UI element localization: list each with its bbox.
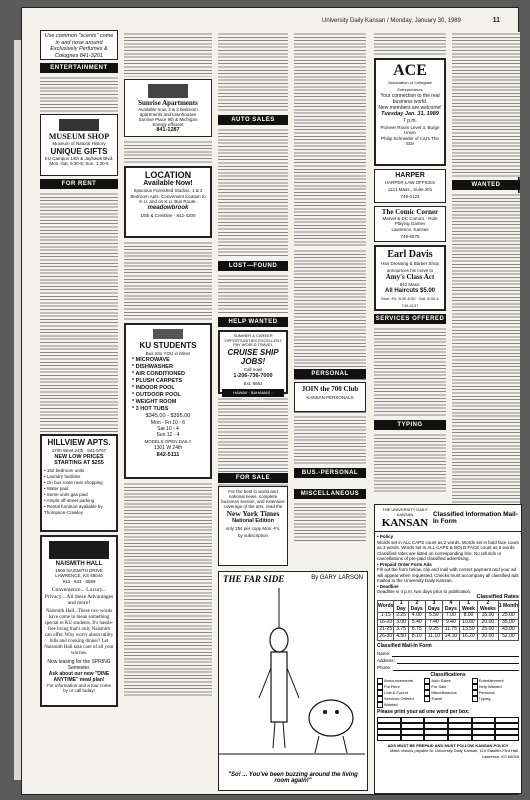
harper-subtitle: HARPER LAW OFFICES <box>384 180 436 185</box>
ku-feature: * PLUSH CARPETS <box>132 378 183 384</box>
ku-feature: * 3 HOT TUBS <box>132 406 169 412</box>
ku-logo <box>153 329 183 339</box>
earl-davis-addr: 842 Mass. <box>399 282 421 287</box>
hillview-feature: • 162 bedroom units <box>44 468 85 473</box>
harper-ad <box>374 169 446 203</box>
rates-cell: 13.50 <box>459 627 477 634</box>
ace-speaker: Philip Schneider of Cat's The Star <box>381 135 439 146</box>
rates-cell: 6.75 <box>408 627 425 634</box>
cruise-title: CRUISE SHIP JOBS! <box>227 347 279 366</box>
rates-column-header: 2 Days <box>408 601 425 613</box>
earl-davis-announce: announces his move to <box>386 268 434 273</box>
museum-shop-hours: Mon.-Sat. 9:30-5; Sun. 1:30-5 <box>49 161 109 166</box>
rates-cell: 8.10 <box>408 634 425 641</box>
classification-option[interactable] <box>424 696 471 702</box>
ku-hours-3: Sun 12 - 4 <box>156 431 180 438</box>
hillview-features <box>44 468 114 516</box>
rates-table <box>377 600 519 641</box>
word-box[interactable] <box>472 735 496 741</box>
harper-title: HARPER <box>395 172 425 179</box>
for-rent-listings <box>40 192 118 432</box>
rates-cell: 15.00 <box>478 613 499 620</box>
ku-features <box>128 357 208 413</box>
harper-phone: 749-0123 <box>400 194 420 199</box>
ace-invite: New members are welcome! <box>378 105 442 111</box>
section-entertainment: ENTERTAINMENT <box>40 63 118 73</box>
ku-feature: * INDOOR POOL <box>132 385 175 391</box>
classifications-list <box>377 678 519 708</box>
classification-label: Typing <box>478 696 491 702</box>
personal-listings <box>294 415 366 465</box>
classification-label: Miscellaneous <box>431 690 457 696</box>
naismith-phone: 913 · 843 · 8559 <box>62 579 96 584</box>
location-subtitle: Available Now! <box>143 180 193 187</box>
rates-column-header: 3 Days <box>425 601 442 613</box>
rates-cell: 3.75 <box>394 627 408 634</box>
hillview-promo: NEW LOW PRICES STARTING AT $255 <box>54 454 104 466</box>
checkbox-icon[interactable] <box>472 696 478 702</box>
form-header <box>375 505 521 532</box>
ace-ad <box>374 58 446 166</box>
listings-e <box>294 32 366 247</box>
classification-option[interactable] <box>377 702 424 708</box>
ace-place: Pioneer Room Level 3, Burge Union <box>380 124 440 135</box>
location-contact: 15th & Crestline · 842-4200 <box>140 212 196 218</box>
sunrise-line3: Energy efficient <box>152 122 184 127</box>
cartoon-title: THE FAR SIDE <box>223 574 285 584</box>
perfume-ad-text: Use common "scents" come in and nose around Exclusively Perfumes & Colognes 841-3201 <box>44 33 114 59</box>
naismith-pitch: Naismith Hall...These two words have come to mean something special to KU students. It's hassle-free living that's only Naismith can offer. Why worry about utility bills and cooking dinner? Let Naismith Hall take care of all your worries. <box>44 608 114 656</box>
newspaper-page <box>22 8 518 794</box>
nyt-ad <box>218 486 288 566</box>
entertainment-listings <box>40 76 118 112</box>
hillview-feature: • Rental furniture available by Thompson-Crawley <box>44 504 103 515</box>
sunrise-line1: Available now, 2 & 3 bedroom apartments and townhouses <box>138 107 198 117</box>
classification-label: For Sale <box>431 684 447 690</box>
form-field-label: Phone: <box>377 665 392 670</box>
museum-shop-headline: UNIQUE GIFTS <box>50 147 108 156</box>
naismith-logo <box>49 541 109 559</box>
hillview-ad <box>40 434 118 532</box>
naismith-address: 1800 NAISMITH DRIVE LAWRENCE, KS 66044 <box>55 568 103 578</box>
join-700-subtitle: KANSAN PERSONALS <box>306 395 354 400</box>
far-side-cartoon <box>218 571 368 791</box>
classification-label: Services Offered <box>384 696 414 702</box>
cruise-ad <box>218 330 288 402</box>
nyt-price: only 25¢ per copy Mon.-Fri. <box>225 526 281 531</box>
cruise-subtitle: SUMMER & CAREER OPPORTUNITIES EXCELLENT PAY WORLD TRAVEL <box>224 333 282 347</box>
section-lost-found: LOST—FOUND <box>218 261 288 271</box>
earl-davis-name: Earl Davis <box>387 249 433 260</box>
form-header-kansan: KANSAN <box>381 517 429 529</box>
location-title: LOCATION <box>144 170 192 180</box>
earl-davis-promo: All Haircuts $5.00 <box>384 288 436 294</box>
column-2 <box>124 30 212 700</box>
rates-cell: 8.00 <box>459 613 477 620</box>
listings-c <box>124 482 212 698</box>
museum-shop-subtitle: Museum of Natural History <box>52 141 106 146</box>
rates-cell: 11.75 <box>442 627 459 634</box>
section-for-sale: FOR SALE <box>218 473 288 483</box>
ku-price: $345.00 - $395.00 <box>145 413 191 419</box>
rates-cell: 30.00 <box>478 634 499 641</box>
rates-cell: 5.40 <box>408 620 425 627</box>
checkbox-icon[interactable] <box>377 702 383 708</box>
section-typing: TYPING <box>374 420 446 430</box>
ku-hours-1: Mon - Fri 10 - 6 <box>150 419 186 426</box>
classification-label: Help Wanted <box>478 684 502 690</box>
hillview-feature: • On bus route near shopping <box>44 480 103 485</box>
naismith-promo: Ask about our new "DINE ANYTIME" meal plan! <box>48 670 110 683</box>
classification-label: For Rent <box>384 684 400 690</box>
ku-students-title: KU STUDENTS <box>139 341 197 350</box>
column-3 <box>218 30 288 495</box>
earl-davis-sub: Hair Dressing & Barber Shop <box>380 261 440 266</box>
form-field-row <box>377 650 519 657</box>
rates-column-header: 1 Day <box>394 601 408 613</box>
section-help-wanted: HELP WANTED <box>218 317 288 327</box>
rates-cell: 4.50 <box>394 634 408 641</box>
form-field-input[interactable] <box>397 658 519 664</box>
rates-cell: 3.00 <box>394 620 408 627</box>
join-700-title: JOIN the 700 Club <box>301 385 359 393</box>
section-wanted: WANTED <box>452 180 520 190</box>
prepaid-text: Fill out the form below, clip and mail with correct payment and your ad will appear when requested. Checks must accompany all classified ads mailed to the University Daily Kansan. <box>377 567 519 583</box>
ace-time: 7 p.m. <box>403 117 417 124</box>
rates-cell: 14.10 <box>442 634 459 641</box>
nyt-delivery: by subscription <box>237 533 268 538</box>
personal-area <box>294 366 366 481</box>
deadline-text: Deadline is 4 p.m. two days prior to publication. <box>377 589 472 594</box>
dinosaur-illustration <box>59 119 99 131</box>
classification-option[interactable] <box>472 696 519 702</box>
comic-corner-address: Lawrence, Kansas <box>391 227 429 232</box>
rates-cell: 25.00 <box>498 613 518 620</box>
classification-label: Announcements <box>384 678 413 684</box>
checkbox-icon[interactable] <box>424 696 430 702</box>
form-field-input[interactable] <box>392 651 519 657</box>
ku-students-ad <box>124 323 212 479</box>
rates-cell: 52.00 <box>498 634 518 641</box>
typing-listings <box>374 433 446 493</box>
word-box-grid <box>377 717 519 741</box>
word-box[interactable] <box>495 735 519 741</box>
perfume-ad <box>40 30 118 60</box>
comic-corner-title: The Comic Corner <box>381 208 439 216</box>
sunrise-illustration <box>148 84 188 98</box>
rates-cell: 10.80 <box>459 620 477 627</box>
miscellaneous-listings <box>294 502 366 542</box>
form-field-label: Address: <box>377 658 395 663</box>
earl-davis-shop: Amy's Class Act <box>385 273 435 281</box>
hillview-feature: • Water paid <box>44 486 69 491</box>
ku-phone: 842-5111 <box>156 451 180 458</box>
location-address: 15th & Crestline <box>140 212 173 218</box>
nyt-edition: National Edition <box>232 518 274 524</box>
rates-cell: 25.00 <box>478 627 499 634</box>
rates-cell: 4.00 <box>408 613 425 620</box>
policy-heading: • Policy <box>377 534 394 539</box>
classification-label: Wanted <box>384 702 398 708</box>
listings-h <box>452 32 520 177</box>
section-services-offered: SERVICES OFFERED <box>375 316 445 322</box>
location-body: Spacious Furnished Studios, 1 & 2 Bedroom Apts. Convenient location to K.U. and on K.U. Bus Route. <box>130 188 206 204</box>
rates-cell: 7.40 <box>425 620 442 627</box>
hillview-title: HILLVIEW APTS. <box>47 438 111 447</box>
form-fields <box>377 650 519 671</box>
rates-cell: 1-15 <box>378 613 394 620</box>
earl-davis-phone: 749-4137 <box>401 303 419 308</box>
join-700-ad <box>294 382 366 412</box>
print-prompt: Please print your ad one word per box: <box>377 709 470 715</box>
rates-cell: 21-25 <box>379 626 393 633</box>
naismith-ad <box>40 535 118 707</box>
form-title: Classified Information Mail-In Form <box>433 510 518 525</box>
listings-d <box>218 32 288 112</box>
classified-mail-in-form <box>374 504 522 794</box>
prepaid-heading: • Prepaid Order Form Ads <box>377 561 432 567</box>
services-listings <box>374 327 446 417</box>
word-box[interactable] <box>377 735 401 741</box>
hillview-feature: • Ample off-street parking <box>44 498 95 503</box>
column-6 <box>452 30 520 513</box>
rates-column-header: 1 Week <box>459 601 477 613</box>
museum-shop-title: MUSEUM SHOP <box>48 132 110 141</box>
cruise-call: Call now! <box>243 366 263 372</box>
masthead-date: University Daily Kansan / Monday, January 30, 1989 <box>322 18 461 24</box>
section-personal: PERSONAL <box>294 369 366 379</box>
rates-cell: 11.10 <box>425 634 442 641</box>
naismith-title: NAISMITH HALL <box>55 561 103 567</box>
auto-sales-listings <box>218 128 288 258</box>
cartoon-byline: By GARY LARSON <box>311 575 363 581</box>
classification-label: Personal <box>478 690 495 696</box>
classification-label: Auto Sales <box>431 678 451 684</box>
classification-label: Lost & Found <box>384 690 408 696</box>
nyt-masthead: New York Times <box>226 509 280 518</box>
rates-cell: 9.25 <box>425 627 442 634</box>
sunrise-title: Sunrise Apartments <box>138 99 198 107</box>
form-footer: ADS MUST BE PREPAID AND MUST FOLLOW KANSAN POLICY <box>387 742 509 748</box>
classification-label: Travel <box>431 696 443 702</box>
location-ad <box>124 166 212 238</box>
hillview-feature: • Laundry facilities <box>44 474 81 479</box>
rates-cell: 35.00 <box>498 620 518 627</box>
sunrise-ad <box>124 79 212 137</box>
museum-shop-ad <box>40 114 118 176</box>
earl-davis-hours: Mon.-Fri. 8:30-5:30 · Sat. 8:30-4 <box>381 296 439 301</box>
word-box[interactable] <box>401 735 425 741</box>
classification-label: Entertainment <box>478 678 504 684</box>
form-header-small: THE UNIVERSITY DAILY KANSAN <box>382 507 428 517</box>
section-for-rent: FOR RENT <box>40 179 118 189</box>
nyt-intro: For the best in world and national news, complete business section, and extensive coverage of the arts, read the <box>221 489 285 509</box>
form-sign: Make checks payable to: University Daily Kansan, 119 Stauffer-Flint Hall, Lawrence, KS 66045 <box>389 748 519 759</box>
lost-found-listings <box>218 274 288 314</box>
form-header-logo <box>377 507 433 529</box>
sunrise-phone: 841-1287 <box>156 127 180 133</box>
rates-cell: 26-30 <box>379 633 393 640</box>
ku-feature: * AIR CONDITIONED <box>132 371 185 377</box>
form-field-row <box>377 657 519 664</box>
rates-cell: 43.00 <box>498 627 518 634</box>
rates-column-header: 1 Month <box>498 601 518 613</box>
rates-cell: 5.50 <box>425 613 442 620</box>
column-4-lower <box>294 486 366 544</box>
listings-b <box>124 241 212 321</box>
comic-corner-tagline: Marvel & DC Comics · Role Playing Games <box>382 216 438 226</box>
sunrise-line2: Sunrise Place 9th & Michigan <box>138 117 198 122</box>
location-phone: 842-4200 <box>176 212 196 218</box>
cruise-phone: 1-206-736-7000 <box>233 372 273 379</box>
naismith-footer: For information and a tour come by or call today! <box>46 682 112 693</box>
rates-header-row <box>378 601 519 613</box>
ku-hours-2: Sat 10 - 4 <box>157 425 179 432</box>
comic-corner-ad <box>374 206 446 242</box>
section-auto-sales: AUTO SALES <box>218 115 288 125</box>
rates-cell: 16.20 <box>459 634 477 641</box>
section-bus-personal: BUS.-PERSONAL <box>294 468 366 478</box>
cartoon-illustration <box>219 588 365 758</box>
rates-cell: 20.00 <box>478 620 499 627</box>
rates-row <box>378 634 519 641</box>
naismith-slogan: Convenience... Luxury... Privacy... All these Advantages and more! <box>44 587 114 606</box>
ku-feature: * OUTDOOR POOL <box>132 392 181 398</box>
listings-top <box>124 32 212 77</box>
form-policies <box>375 532 521 761</box>
ku-feature: * DISHWASHER <box>132 364 173 370</box>
ace-title: ACE <box>393 62 427 79</box>
museum-shop-address: KU Campus 14th & Jayhawk Blvd. <box>44 156 114 161</box>
form-field-label: Name: <box>377 651 391 656</box>
page-number: 11 <box>492 17 500 24</box>
ace-tagline: Your connection to the real business world. <box>380 93 440 105</box>
hillview-feature: • Some units gas paid <box>44 492 88 497</box>
column-1 <box>40 30 118 710</box>
mail-form-title: Classified Mail-In Form <box>377 643 432 649</box>
earl-davis-ad <box>374 245 446 311</box>
ku-address: 1301 W 24th <box>153 444 183 451</box>
rates-heading: Classified Rates <box>476 593 519 600</box>
rates-cell: 2.25 <box>394 613 408 620</box>
cartoon-caption: "So! ... You've been buzzing around the living room again!" <box>228 772 358 784</box>
form-field-input[interactable] <box>393 665 519 671</box>
wanted-listings <box>452 193 520 511</box>
policy-text: Words set in ALL CAPS count as 2 words. Words set in bold face count as 3 words. Words set in ALL CAPS & BOLD FACE count as 5 words. Classified rates are listed on corresponding line. No refunds or cancellations of pre-paid classified advertising. <box>377 539 519 561</box>
deadline-heading: • Deadline <box>377 583 399 589</box>
ku-models: MODELS OPEN DAILY <box>144 438 192 444</box>
classifications-heading: Classifications <box>430 671 466 678</box>
listings-a <box>124 140 212 164</box>
rates-column-header: 2 Weeks <box>478 601 499 613</box>
ku-feature: * MICROWAVE <box>132 357 170 363</box>
word-box[interactable] <box>448 735 472 741</box>
comic-corner-phone: 749-6575 <box>400 234 420 239</box>
ace-date: Tuesday Jan. 31, 1989 <box>381 111 439 117</box>
form-field-row <box>377 664 519 671</box>
hillview-phone: 1700 West 24th · 841-5767 <box>51 448 107 453</box>
naismith-leasing: Now leasing for the SPRING Semester. <box>47 658 111 671</box>
word-box[interactable] <box>424 735 448 741</box>
section-miscellaneous: MISCELLANEOUS <box>294 489 366 499</box>
cruise-footer: HAWAII · BAHAMAS · CARIBBEAN <box>222 389 284 403</box>
rates-cell: 16-20 <box>379 619 393 626</box>
column-5 <box>374 30 446 495</box>
cruise-ext: Ext. 666J <box>243 380 263 386</box>
harper-address: 1121 Mass., Suite 201 <box>387 187 433 192</box>
rates-cell: 9.40 <box>442 620 459 627</box>
ace-org: Association of Collegiate Entrepreneurs <box>388 80 432 92</box>
page-header <box>22 14 518 28</box>
rates-cell: 7.00 <box>442 613 459 620</box>
listings-g <box>374 32 446 56</box>
ku-students-subtitle: Bus Into YOU in Mine! <box>145 351 191 356</box>
rates-column-header: 4 Days <box>442 601 459 613</box>
ku-feature: * WEIGHT ROOM <box>132 399 177 405</box>
column-3-lower <box>218 470 288 486</box>
location-brand: meadowbrook <box>147 204 189 211</box>
rates-column-header: Words <box>378 601 394 613</box>
